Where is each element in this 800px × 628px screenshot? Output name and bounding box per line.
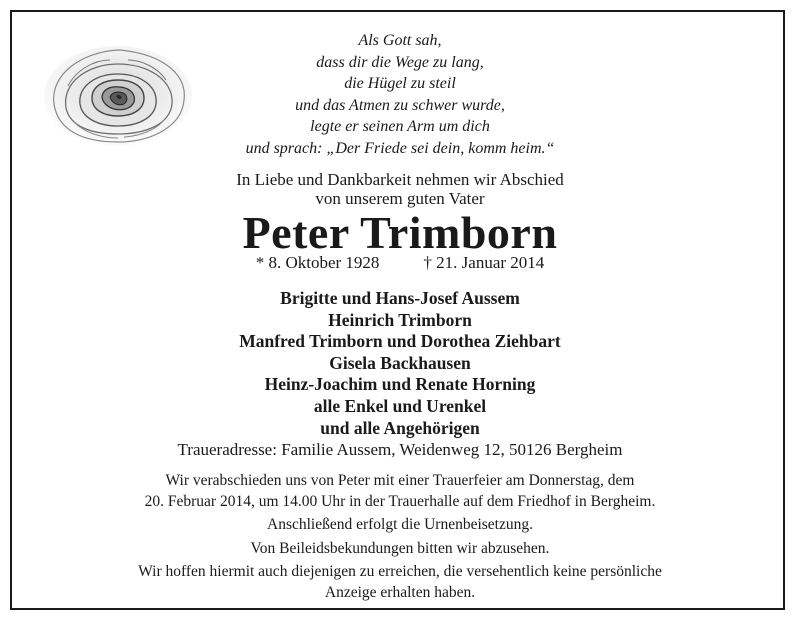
- mourner-line: Manfred Trimborn und Dorothea Ziehbart: [239, 331, 561, 352]
- death-date: † 21. Januar 2014: [423, 253, 545, 272]
- intro-line: von unserem guten Vater: [315, 189, 485, 208]
- mourner-line: Gisela Backhausen: [329, 352, 471, 373]
- info-line: Wir hoffen hiermit auch diejenigen zu erreichen, die versehentlich keine persönliche: [138, 562, 662, 580]
- mourner-line: Heinrich Trimborn: [328, 309, 472, 330]
- rose-icon: [32, 34, 204, 152]
- info-line: Anzeige erhalten haben.: [324, 584, 476, 602]
- poem-line: Als Gott sah,: [358, 32, 442, 49]
- info-line: 20. Februar 2014, um 14.00 Uhr in der Trauerhalle auf dem Friedhof in Bergheim.: [144, 493, 656, 511]
- info-line: Von Beileidsbekundungen bitten wir abzusehen.: [250, 539, 550, 557]
- poem: [195, 30, 605, 159]
- mourner-line: alle Enkel und Urenkel: [313, 395, 487, 416]
- mourning-address: Traueradresse: Familie Aussem, Weidenweg 12, 50126 Bergheim: [177, 440, 623, 459]
- deceased-name: Peter Trimborn: [242, 207, 558, 258]
- poem-line: legte er seinen Arm um dich: [310, 118, 490, 135]
- farewell-intro: [150, 170, 650, 208]
- info-line: Wir verabschieden uns von Peter mit einer Trauerfeier am Donnerstag, dem: [165, 472, 635, 489]
- mourners-list: [150, 288, 650, 439]
- info-line: Anschließend erfolgt die Urnenbeisetzung.: [267, 516, 533, 534]
- intro-line: In Liebe und Dankbarkeit nehmen wir Abschied: [236, 170, 564, 189]
- birth-date: * 8. Oktober 1928: [255, 253, 380, 272]
- mourner-line: und alle Angehörigen: [320, 417, 480, 438]
- poem-line: und sprach: „Der Friede sei dein, komm heim.“: [245, 139, 555, 157]
- mourner-line: Brigitte und Hans-Josef Aussem: [280, 288, 520, 308]
- life-dates: [210, 253, 590, 273]
- poem-line: dass dir die Wege zu lang,: [316, 53, 484, 71]
- poem-line: und das Atmen zu schwer wurde,: [295, 96, 505, 114]
- poem-line: die Hügel zu steil: [344, 75, 456, 92]
- mourner-line: Heinz-Joachim und Renate Horning: [264, 374, 536, 395]
- ceremony-info: [40, 470, 760, 603]
